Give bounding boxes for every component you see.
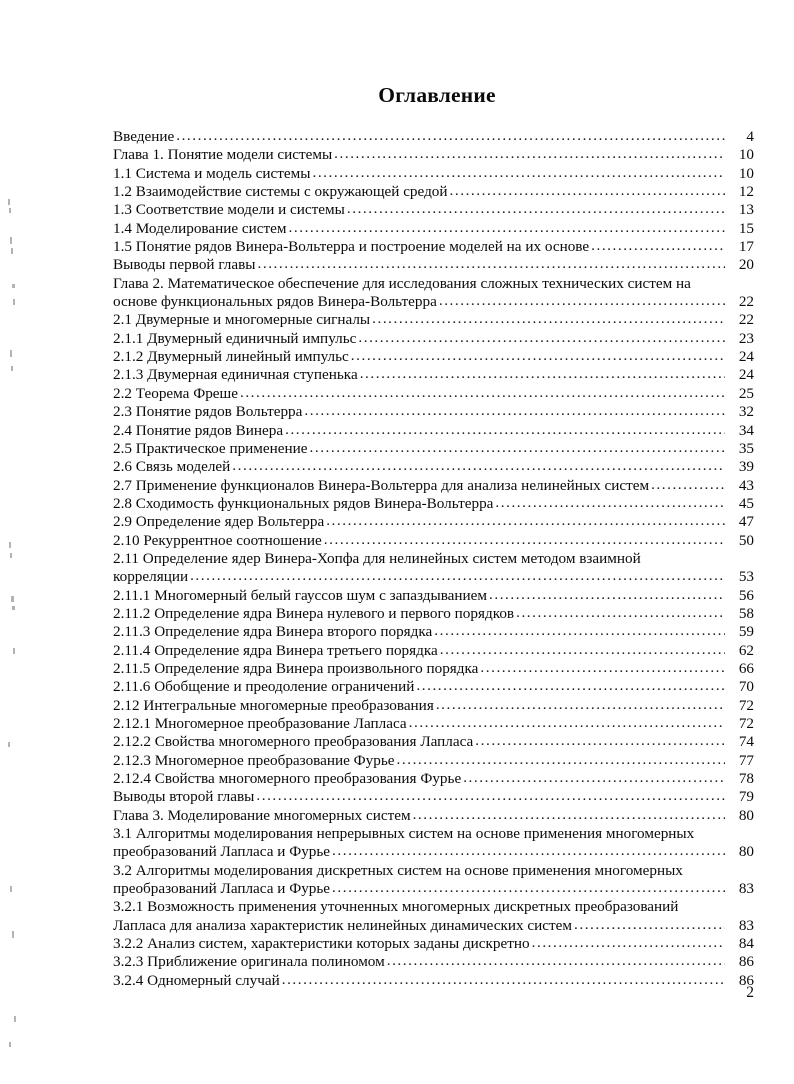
toc-entry[interactable]	[113, 642, 754, 660]
toc-dot-leader	[289, 224, 725, 238]
scan-speckle	[9, 1042, 11, 1047]
toc-entry-label: Введение	[113, 128, 175, 145]
toc-entry[interactable]	[113, 495, 754, 513]
toc-dot-leader	[416, 683, 725, 697]
toc-dot-leader	[532, 939, 725, 953]
scan-speckle	[10, 237, 12, 244]
toc-entry-page-number: 72	[738, 715, 754, 732]
toc-dot-leader	[326, 518, 725, 532]
toc-dot-leader	[190, 573, 725, 587]
page-title: Оглавление	[378, 83, 496, 107]
toc-entry[interactable]	[113, 917, 754, 935]
toc-dot-leader	[696, 829, 725, 843]
toc-entry[interactable]	[113, 807, 754, 825]
toc-entry-label: 2.11.5 Определение ядра Винера произвольного порядка	[113, 659, 479, 677]
toc-entry-label: 2.12.4 Свойства многомерного преобразования Фурье	[113, 770, 462, 788]
toc-dot-leader	[685, 866, 725, 880]
toc-entry[interactable]	[113, 201, 754, 219]
toc-entry-page-number: 72	[738, 696, 754, 714]
toc-entry[interactable]	[113, 348, 754, 366]
toc-entry-label: 1.3 Соответствие модели и системы	[113, 201, 345, 219]
toc-entry[interactable]	[113, 183, 754, 201]
toc-entry-label: Глава 2. Математическое обеспечение для исследования сложных технических систем на	[113, 274, 691, 292]
toc-entry-label: корреляции	[113, 568, 189, 586]
toc-dot-leader	[450, 187, 725, 201]
toc-entry-page-number: 13	[738, 201, 754, 219]
toc-entry-label: 2.11.6 Обобщение и преодоление ограничений	[113, 678, 415, 696]
toc-entry-label: 2.7 Применение функционалов Винера-Вольтерра для анализа нелинейных систем	[113, 476, 650, 494]
toc-dot-leader	[347, 206, 725, 220]
toc-entry[interactable]	[113, 752, 754, 770]
toc-entry-label: 2.12.3 Многомерное преобразование Фурье	[113, 751, 395, 769]
toc-entry-label: 2.11 Определение ядер Винера-Хопфа для нелинейных систем методом взаимной	[113, 549, 641, 567]
toc-dot-leader	[693, 279, 725, 293]
toc-entry-label: 2.8 Сходимость функциональных рядов Винера-Вольтерра	[113, 494, 494, 512]
toc-entry-label: преобразований Лапласа и Фурье	[113, 880, 331, 898]
toc-dot-leader	[475, 738, 725, 752]
toc-entry[interactable]	[113, 862, 754, 880]
toc-entry[interactable]	[113, 128, 754, 146]
toc-dot-leader	[651, 481, 725, 495]
toc-entry-page-number: 10	[738, 146, 754, 164]
toc-dot-leader	[680, 903, 725, 917]
toc-entry-page-number: 22	[738, 293, 754, 311]
toc-entry[interactable]	[113, 293, 754, 311]
toc-entry-label: 2.10 Рекуррентное соотношение	[113, 531, 322, 549]
toc-entry[interactable]	[113, 935, 754, 953]
toc-dot-leader	[397, 756, 725, 770]
toc-entry-page-number: 83	[738, 880, 754, 898]
toc-dot-leader	[489, 591, 725, 605]
scan-speckle	[13, 648, 15, 654]
scan-speckle	[12, 606, 15, 610]
toc-dot-leader	[409, 719, 725, 733]
toc-entry-label: Глава 3. Моделирование многомерных систем	[113, 806, 411, 824]
toc-entry[interactable]	[113, 403, 754, 421]
scan-speckle	[11, 596, 14, 602]
toc-dot-leader	[440, 646, 725, 660]
toc-entry[interactable]	[113, 220, 754, 238]
toc-entry-label: Выводы первой главы	[113, 256, 256, 274]
table-of-contents	[113, 128, 754, 990]
toc-entry-page-number: 70	[738, 678, 754, 696]
toc-entry-label: 3.2.2 Анализ систем, характеристики которых заданы дискретно	[113, 935, 530, 953]
toc-entry-page-number: 15	[738, 219, 754, 237]
toc-dot-leader	[240, 389, 725, 403]
toc-entry-label: 3.2.1 Возможность применения уточненных многомерных дискретных преобразований	[113, 898, 679, 916]
toc-dot-leader	[436, 701, 725, 715]
toc-entry[interactable]	[113, 898, 754, 916]
toc-entry-label: Выводы второй главы	[113, 788, 255, 806]
toc-dot-leader	[480, 664, 725, 678]
toc-entry-page-number: 50	[738, 531, 754, 549]
toc-entry[interactable]	[113, 678, 754, 696]
page-number: 2	[746, 984, 754, 1001]
toc-entry-page-number: 39	[738, 458, 754, 476]
toc-dot-leader	[413, 811, 725, 825]
toc-entry-page-number: 43	[738, 476, 754, 494]
toc-entry-label: Глава 1. Понятие модели системы	[113, 146, 333, 164]
toc-entry[interactable]	[113, 953, 754, 971]
toc-dot-leader	[495, 499, 725, 513]
toc-entry-label: 2.11.1 Многомерный белый гауссов шум с запаздыванием	[113, 586, 488, 604]
toc-entry[interactable]	[113, 311, 754, 329]
toc-dot-leader	[463, 774, 725, 788]
toc-entry-page-number: 59	[738, 623, 754, 641]
toc-entry-page-number: 34	[738, 421, 754, 439]
toc-entry-page-number: 17	[738, 238, 754, 256]
toc-dot-leader	[439, 297, 725, 311]
toc-dot-leader	[332, 848, 725, 862]
toc-entry[interactable]	[113, 238, 754, 256]
toc-entry-page-number: 22	[738, 311, 754, 329]
scan-speckle	[12, 931, 14, 938]
toc-entry-page-number: 24	[738, 366, 754, 384]
toc-entry[interactable]	[113, 366, 754, 384]
toc-entry-page-number: 53	[738, 568, 754, 586]
toc-entry-label: 2.12.2 Свойства многомерного преобразования Лапласа	[113, 733, 474, 751]
toc-entry-page-number: 35	[738, 439, 754, 457]
scan-speckle	[14, 1016, 16, 1022]
toc-dot-leader	[324, 536, 725, 550]
toc-entry-label: 1.4 Моделирование систем	[113, 219, 287, 237]
toc-dot-leader	[310, 444, 725, 458]
toc-entry-label: 2.1.2 Двумерный линейный импульс	[113, 348, 349, 366]
toc-entry-page-number: 4	[746, 128, 754, 145]
toc-dot-leader	[574, 921, 725, 935]
toc-entry-label: 2.11.3 Определение ядра Винера второго порядка	[113, 623, 433, 641]
toc-entry-label: 2.4 Понятие рядов Винера	[113, 421, 284, 439]
toc-dot-leader	[176, 132, 725, 146]
toc-entry-label: 1.1 Система и модель системы	[113, 164, 311, 182]
toc-entry-page-number: 78	[738, 770, 754, 788]
toc-entry[interactable]	[113, 697, 754, 715]
toc-dot-leader	[372, 316, 725, 330]
scan-speckle	[11, 366, 13, 371]
toc-entry[interactable]	[113, 422, 754, 440]
toc-dot-leader	[332, 884, 725, 898]
toc-entry-page-number: 58	[738, 604, 754, 622]
toc-entry-page-number: 66	[738, 659, 754, 677]
toc-entry[interactable]	[113, 660, 754, 678]
scan-speckle	[11, 248, 13, 254]
toc-entry-page-number: 80	[738, 806, 754, 824]
toc-entry[interactable]	[113, 513, 754, 531]
toc-entry-page-number: 47	[738, 513, 754, 531]
toc-dot-leader	[304, 408, 725, 422]
toc-entry-page-number: 77	[738, 751, 754, 769]
toc-entry-page-number: 83	[738, 916, 754, 934]
toc-entry-label: 2.1 Двумерные и многомерные сигналы	[113, 311, 371, 329]
toc-entry-label: преобразований Лапласа и Фурье	[113, 843, 331, 861]
toc-entry[interactable]	[113, 256, 754, 274]
toc-entry-label: 3.2.4 Одномерный случай	[113, 971, 280, 989]
toc-entry-page-number: 23	[738, 329, 754, 347]
toc-entry-label: 2.1.1 Двумерный единичный импульс	[113, 329, 357, 347]
toc-entry-page-number: 12	[738, 183, 754, 201]
toc-entry-label: 2.9 Определение ядер Вольтерра	[113, 513, 325, 531]
scan-speckle	[8, 199, 10, 205]
toc-entry-page-number: 84	[738, 935, 754, 953]
toc-entry-label: 2.5 Практическое применение	[113, 439, 308, 457]
toc-entry-page-number: 86	[738, 971, 754, 989]
toc-entry[interactable]	[113, 587, 754, 605]
toc-dot-leader	[285, 426, 725, 440]
toc-entry[interactable]	[113, 843, 754, 861]
toc-dot-leader	[591, 242, 725, 256]
toc-entry[interactable]	[113, 825, 754, 843]
toc-entry-page-number: 24	[738, 348, 754, 366]
toc-entry[interactable]	[113, 550, 754, 568]
toc-entry-label: 3.2.3 Приближение оригинала полиномом	[113, 953, 385, 971]
scan-speckle	[12, 284, 15, 288]
toc-entry-page-number: 86	[738, 953, 754, 971]
toc-entry-page-number: 62	[738, 641, 754, 659]
scan-speckle	[10, 886, 12, 892]
toc-entry[interactable]	[113, 165, 754, 183]
toc-entry-label: 3.1 Алгоритмы моделирования непрерывных систем на основе применения многомерных	[113, 825, 695, 843]
toc-entry-label: 3.2 Алгоритмы моделирования дискретных систем на основе применения многомерных	[113, 861, 683, 879]
toc-entry-page-number: 56	[738, 586, 754, 604]
toc-entry-label: Лапласа для анализа характеристик нелинейных динамических систем	[113, 916, 573, 934]
toc-entry-page-number: 80	[738, 843, 754, 861]
toc-entry-page-number: 74	[738, 733, 754, 751]
toc-entry[interactable]	[113, 623, 754, 641]
toc-entry[interactable]	[113, 788, 754, 806]
toc-entry[interactable]	[113, 146, 754, 164]
scan-speckle-artifacts	[0, 0, 60, 1084]
toc-entry-page-number: 10	[738, 164, 754, 182]
toc-entry-label: 2.6 Связь моделей	[113, 458, 231, 476]
toc-entry[interactable]	[113, 477, 754, 495]
toc-entry-label: 1.2 Взаимодействие системы с окружающей средой	[113, 183, 448, 201]
toc-entry-label: 2.2 Теорема Фреше	[113, 384, 238, 402]
toc-entry-label: 2.12.1 Многомерное преобразование Лапласа	[113, 715, 407, 732]
toc-entry-label: 2.12 Интегральные многомерные преобразования	[113, 696, 434, 714]
toc-dot-leader	[387, 958, 725, 972]
toc-dot-leader	[256, 793, 725, 807]
toc-entry-page-number: 79	[738, 788, 754, 806]
scan-speckle	[10, 553, 12, 558]
toc-entry-label: 2.11.2 Определение ядра Винера нулевого и первого порядков	[113, 604, 515, 622]
toc-entry[interactable]	[113, 880, 754, 898]
toc-dot-leader	[360, 371, 725, 385]
toc-entry-label: 2.3 Понятие рядов Вольтерра	[113, 403, 303, 421]
toc-dot-leader	[334, 151, 725, 165]
toc-entry[interactable]	[113, 330, 754, 348]
toc-entry[interactable]	[113, 715, 754, 733]
toc-entry[interactable]	[113, 605, 754, 623]
scan-speckle	[9, 208, 11, 213]
toc-dot-leader	[516, 609, 725, 623]
scan-speckle	[13, 299, 15, 305]
toc-entry[interactable]	[113, 733, 754, 751]
toc-entry[interactable]	[113, 458, 754, 476]
toc-dot-leader	[358, 334, 725, 348]
scan-speckle	[9, 542, 11, 548]
toc-entry-page-number: 45	[738, 494, 754, 512]
toc-entry-label: 1.5 Понятие рядов Винера-Вольтерра и построение моделей на их основе	[113, 238, 590, 256]
toc-entry[interactable]	[113, 385, 754, 403]
toc-dot-leader	[232, 463, 725, 477]
toc-entry[interactable]	[113, 770, 754, 788]
toc-entry-label: 2.11.4 Определение ядра Винера третьего порядка	[113, 641, 438, 659]
toc-dot-leader	[643, 554, 725, 568]
toc-entry[interactable]	[113, 440, 754, 458]
toc-dot-leader	[312, 169, 725, 183]
toc-entry-label: основе функциональных рядов Винера-Вольтерра	[113, 293, 437, 311]
toc-dot-leader	[258, 261, 726, 275]
toc-entry-page-number: 32	[738, 403, 754, 421]
toc-entry[interactable]	[113, 275, 754, 293]
toc-entry-page-number: 20	[738, 256, 754, 274]
toc-entry-label: 2.1.3 Двумерная единичная ступенька	[113, 366, 358, 384]
scan-speckle	[8, 742, 10, 747]
toc-dot-leader	[351, 352, 725, 366]
toc-entry-page-number: 25	[738, 384, 754, 402]
scan-speckle	[10, 350, 12, 357]
toc-entry[interactable]	[113, 568, 754, 586]
toc-dot-leader	[434, 628, 725, 642]
toc-entry[interactable]	[113, 532, 754, 550]
